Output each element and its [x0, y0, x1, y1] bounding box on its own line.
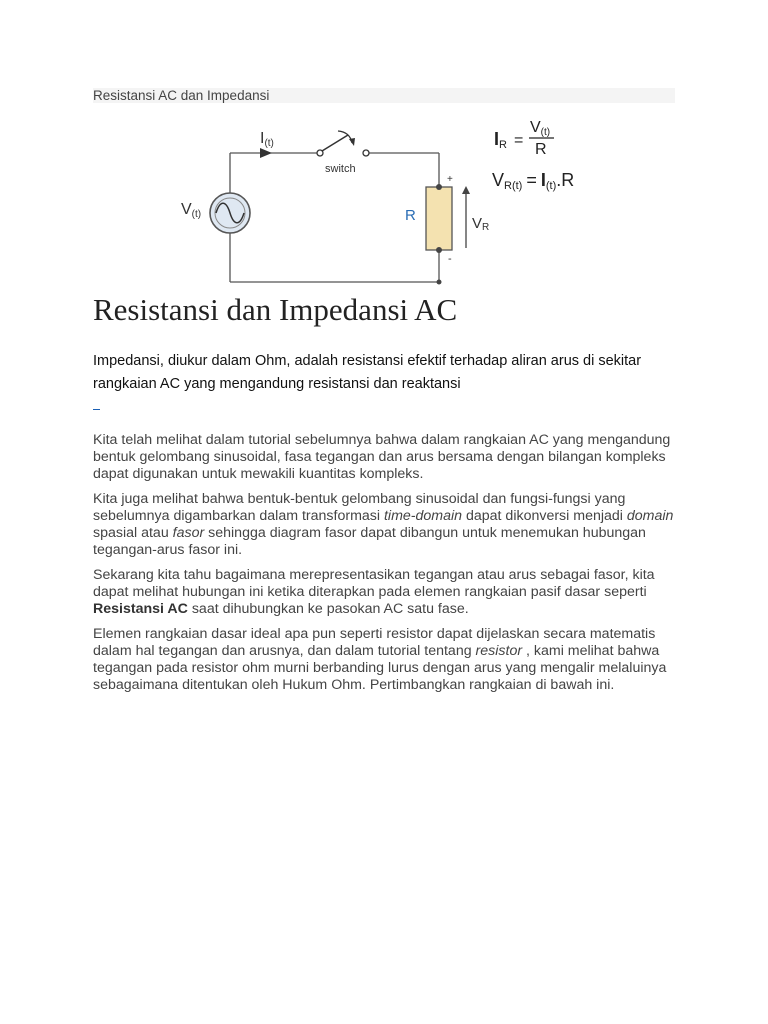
p2-text-a: Kita juga melihat bahwa bentuk-bentuk gelombang sinusoidal dan fungsi-fungsi yang sebelumnya digambarkan dalam transformasi — [93, 491, 626, 524]
resistor-icon — [426, 187, 452, 250]
svg-text:I(t) — [260, 130, 274, 149]
p2-text-e: spasial atau — [93, 525, 173, 541]
eq2-i-sub: (t) — [545, 180, 557, 192]
current-arrow-icon — [260, 148, 272, 158]
current-label: I — [260, 130, 265, 147]
paragraph-3 — [93, 567, 681, 618]
p2-term-time-domain: time-domain — [383, 508, 463, 524]
eq2-v: V — [492, 170, 505, 190]
lead-paragraph: Impedansi, diukur dalam Ohm, adalah resistansi efektif terhadap aliran arus di sekitar rangkaian AC yang mengandung resistansi dan reaktansi — [93, 353, 642, 392]
switch-label: switch — [325, 163, 356, 175]
ac-source-icon — [210, 193, 250, 233]
eq1-i: I — [494, 129, 500, 149]
eq1-numerator-sub: (t) — [540, 127, 551, 138]
p3-text-c: saat dihubungkan ke pasokan AC satu fase. — [187, 601, 469, 617]
eq1-equals: = — [514, 132, 524, 149]
p3-term-resistansi-ac: Resistansi AC — [93, 601, 188, 617]
switch-icon — [317, 131, 369, 156]
ac-resistor-circuit-diagram — [150, 110, 610, 295]
p2-term-fasor: fasor — [172, 525, 205, 541]
resistor-label: R — [405, 207, 416, 224]
ohms-law-current-equation — [494, 119, 554, 158]
p2-text-g: sehingga diagram fasor dapat dibangun untuk menemukan hubungan tegangan-arus fasor ini. — [93, 525, 646, 558]
source-label: V — [181, 201, 192, 218]
paragraph-2 — [93, 491, 681, 559]
p4-text-c: , kami melihat bahwa tegangan pada resistor ohm murni berbanding lurus dengan arus yang mengalir melaluinya sebagaimana ditentukan oleh Hukum Ohm. Pertimbangkan rangkaian di bawah ini. — [93, 643, 667, 693]
svg-text:IR — [494, 129, 507, 151]
p2-term-domain: domain — [626, 508, 674, 524]
minus-label: - — [448, 253, 452, 265]
p2-text-c: dapat dikonversi menjadi — [462, 508, 627, 524]
vr-label: V — [472, 215, 483, 232]
eq1-denominator: R — [535, 141, 547, 158]
article-body — [93, 432, 681, 702]
source-label-sub: (t) — [191, 209, 202, 220]
p3-text-a: Sekarang kita tahu bagaimana merepresentasikan tegangan atau arus sebagai fasor, kita dapat melihat hubungan ini ketika diterapkan pada elemen rangkaian pasif dasar seperti — [93, 567, 655, 600]
eq2-r: .R — [556, 170, 575, 190]
svg-text:V(t) — [181, 201, 201, 220]
eq2-equals: = — [526, 170, 537, 190]
current-label-sub: (t) — [264, 138, 274, 149]
eq1-numerator: V — [530, 119, 541, 136]
p4-text-a: Elemen rangkaian dasar ideal apa pun seperti resistor dapat dijelaskan secara matematis dalam hal tegangan dan arusnya, dan dalam tutorial tentang — [93, 626, 656, 659]
eq2-i: I — [540, 170, 546, 190]
svg-text:VR — [472, 215, 489, 233]
image-caption: Resistansi AC dan Impedansi — [93, 88, 675, 103]
p4-term-resistor: resistor — [475, 643, 523, 659]
eq1-i-sub: R — [499, 139, 507, 151]
eq2-v-sub: R(t) — [504, 180, 523, 192]
plus-label: + — [447, 174, 453, 185]
paragraph-4 — [93, 626, 681, 694]
vr-label-sub: R — [482, 222, 490, 233]
ohms-law-voltage-equation — [492, 170, 574, 192]
page-title: Resistansi dan Impedansi AC — [93, 292, 458, 327]
paragraph-1: Kita telah melihat dalam tutorial sebelumnya bahwa dalam rangkaian AC yang mengandung bentuk gelombang sinusoidal, fasa tegangan dan arus bersama dengan bilangan kompleks dapat digunakan untuk mewakili kuantitas kompleks. — [93, 432, 671, 482]
svg-text:V(t) — [530, 119, 550, 138]
anchor-link[interactable] — [93, 409, 100, 410]
